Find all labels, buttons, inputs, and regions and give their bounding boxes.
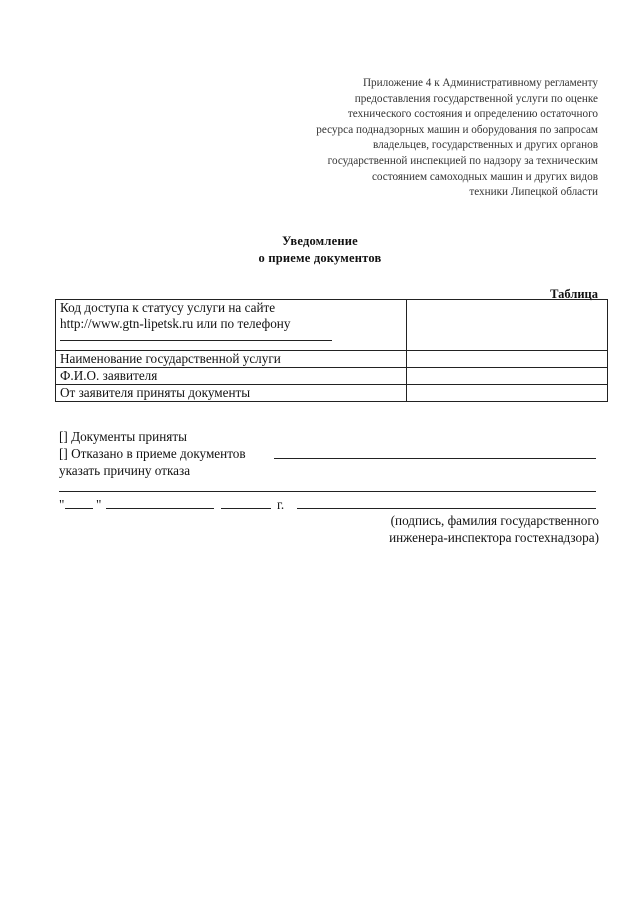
options-block: [59, 428, 599, 513]
date-row: [59, 496, 599, 513]
accepted-option[interactable]: [59, 428, 599, 445]
access-code-label-line2: http://www.gtn-lipetsk.ru или по телефону: [60, 316, 291, 331]
refused-reason-blank-line[interactable]: [274, 458, 596, 459]
appendix-line: государственной инспекцией по надзору за техническим: [327, 154, 598, 167]
date-quote-open: ": [59, 497, 65, 512]
month-blank-line[interactable]: [106, 508, 214, 509]
reason-blank-row: [59, 479, 599, 496]
accepted-option-label: [] Документы приняты: [59, 429, 187, 444]
document-title: Уведомление: [282, 234, 358, 248]
reason-label: указать причину отказа: [59, 463, 191, 478]
service-name-value-cell[interactable]: [407, 351, 608, 368]
documents-received-value-cell[interactable]: [407, 385, 608, 402]
signature-caption: [389, 512, 599, 546]
year-blank-line[interactable]: [221, 508, 271, 509]
appendix-line: техники Липецкой области: [469, 186, 598, 199]
signature-caption-line1: (подпись, фамилия государственного: [390, 513, 599, 528]
year-suffix: г.: [277, 497, 285, 512]
document-subtitle: о приеме документов: [258, 251, 382, 265]
date-quote-close: ": [96, 497, 102, 512]
day-blank-line[interactable]: [65, 508, 93, 509]
documents-received-label: От заявителя приняты документы: [56, 385, 407, 402]
appendix-line: Приложение 4 к Административному регламенту: [362, 77, 598, 89]
table-row: [56, 368, 608, 385]
refused-option[interactable]: [59, 445, 599, 462]
table-row: [56, 385, 608, 402]
access-code-value-cell[interactable]: [407, 300, 608, 351]
appendix-line: ресурса поднадзорных машин и оборудования по запросам: [316, 123, 598, 136]
service-name-label: Наименование государственной услуги: [56, 351, 407, 368]
signature-caption-line2: инженера-инспектора гостехнадзора): [389, 530, 599, 545]
access-code-label-line1: Код доступа к статусу услуги на сайте: [60, 300, 276, 315]
access-code-label-cell: [56, 300, 407, 351]
receipt-table: [55, 299, 608, 402]
signature-blank-line[interactable]: [297, 508, 596, 509]
table-row: [56, 351, 608, 368]
table-row: [56, 300, 608, 351]
reason-line: [59, 462, 599, 479]
applicant-name-value-cell[interactable]: [407, 368, 608, 385]
appendix-line: владельцев, государственных и других органов: [373, 139, 598, 152]
access-code-blank-line: [60, 332, 332, 341]
appendix-line: технического состояния и определению остаточного: [347, 108, 598, 121]
appendix-line: состоянием самоходных машин и других видов: [371, 170, 598, 183]
appendix-header: [258, 76, 598, 201]
refused-option-label: [] Отказано в приеме документов: [59, 446, 246, 461]
table-label: Таблица: [550, 287, 598, 301]
appendix-line: предоставления государственной услуги по оценке: [354, 92, 598, 105]
reason-blank-line[interactable]: [59, 491, 596, 492]
applicant-name-label: Ф.И.О. заявителя: [56, 368, 407, 385]
